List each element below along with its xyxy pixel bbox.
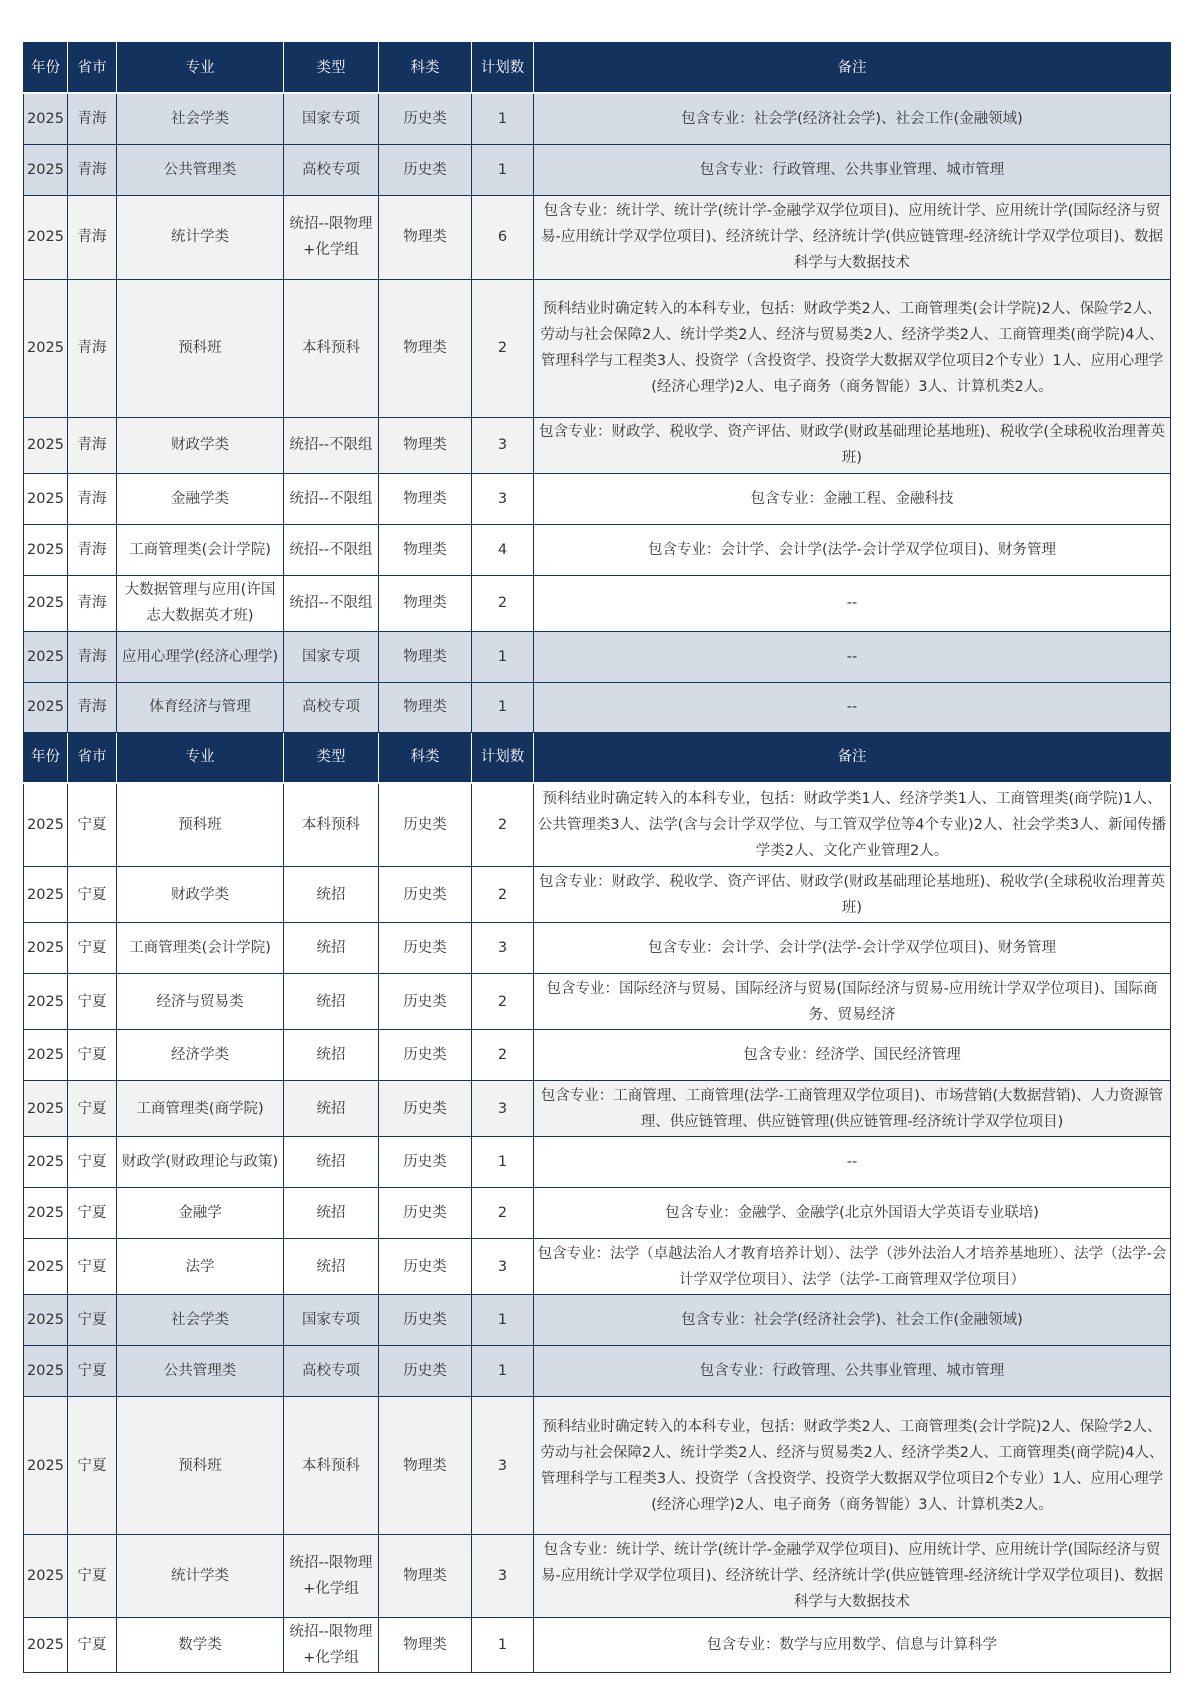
cell-remarks: 包含专业：行政管理、公共事业管理、城市管理 <box>534 144 1171 195</box>
cell-plan-count: 3 <box>472 417 534 473</box>
header-remarks: 备注 <box>534 732 1171 783</box>
cell-year: 2025 <box>24 1239 68 1295</box>
cell-plan-count: 1 <box>472 1346 534 1397</box>
header-year: 年份 <box>24 43 68 94</box>
table-row <box>24 682 1171 732</box>
cell-plan-count: 2 <box>472 279 534 417</box>
cell-province: 宁夏 <box>68 1188 117 1239</box>
cell-type: 统招--不限组 <box>284 524 379 575</box>
cell-type: 国家专项 <box>284 93 379 144</box>
cell-type: 统招--不限组 <box>284 575 379 631</box>
table-header-row <box>24 732 1171 783</box>
cell-remarks: 包含专业：会计学、会计学(法学-会计学双学位项目)、财务管理 <box>534 923 1171 974</box>
table-row <box>24 923 1171 974</box>
cell-plan-count: 2 <box>472 783 534 867</box>
cell-major: 预科班 <box>117 783 284 867</box>
cell-type: 高校专项 <box>284 682 379 732</box>
header-major: 专业 <box>117 732 284 783</box>
table-row <box>24 1137 1171 1188</box>
cell-province: 青海 <box>68 631 117 682</box>
header-type: 类型 <box>284 43 379 94</box>
cell-major: 预科班 <box>117 279 284 417</box>
cell-subject: 历史类 <box>379 1137 472 1188</box>
cell-type: 统招--限物理+化学组 <box>284 1618 379 1673</box>
cell-subject: 历史类 <box>379 1346 472 1397</box>
cell-year: 2025 <box>24 1295 68 1346</box>
cell-plan-count: 2 <box>472 575 534 631</box>
cell-major: 统计学类 <box>117 1535 284 1618</box>
cell-major: 财政学类 <box>117 867 284 923</box>
table-header-row <box>24 43 1171 94</box>
cell-subject: 历史类 <box>379 144 472 195</box>
cell-subject: 历史类 <box>379 974 472 1030</box>
cell-type: 统招 <box>284 1030 379 1081</box>
table-row <box>24 1188 1171 1239</box>
cell-plan-count: 3 <box>472 1397 534 1535</box>
cell-major: 经济与贸易类 <box>117 974 284 1030</box>
cell-type: 高校专项 <box>284 1346 379 1397</box>
cell-remarks: 包含专业：会计学、会计学(法学-会计学双学位项目)、财务管理 <box>534 524 1171 575</box>
cell-year: 2025 <box>24 1346 68 1397</box>
table-row <box>24 1397 1171 1535</box>
cell-subject: 物理类 <box>379 631 472 682</box>
cell-province: 宁夏 <box>68 1397 117 1535</box>
cell-type: 本科预科 <box>284 1397 379 1535</box>
cell-year: 2025 <box>24 974 68 1030</box>
cell-year: 2025 <box>24 783 68 867</box>
cell-major: 法学 <box>117 1239 284 1295</box>
cell-year: 2025 <box>24 575 68 631</box>
cell-type: 统招 <box>284 1239 379 1295</box>
cell-remarks: 包含专业：社会学(经济社会学)、社会工作(金融领域) <box>534 1295 1171 1346</box>
cell-province: 青海 <box>68 575 117 631</box>
cell-province: 宁夏 <box>68 867 117 923</box>
cell-province: 宁夏 <box>68 1030 117 1081</box>
cell-remarks: 预科结业时确定转入的本科专业，包括：财政学类2人、工商管理类(会计学院)2人、保险学2人、劳动与社会保障2人、统计学类2人、经济与贸易类2人、经济学类2人、工商管理类(商学院)4人、管理科学与工程类3人、投资学（含投资学、投资学大数据双学位项目2个专业）1人、应用心理学(经济心理学)2人、电子商务（商务智能）3人、计算机类2人。 <box>534 1397 1171 1535</box>
table-row <box>24 1346 1171 1397</box>
cell-year: 2025 <box>24 417 68 473</box>
cell-remarks: -- <box>534 1137 1171 1188</box>
cell-plan-count: 2 <box>472 974 534 1030</box>
cell-subject: 历史类 <box>379 1188 472 1239</box>
table-row <box>24 473 1171 524</box>
cell-subject: 物理类 <box>379 1618 472 1673</box>
cell-year: 2025 <box>24 1188 68 1239</box>
header-subject: 科类 <box>379 43 472 94</box>
table-row <box>24 1030 1171 1081</box>
cell-province: 宁夏 <box>68 1081 117 1137</box>
cell-subject: 历史类 <box>379 1030 472 1081</box>
table-row <box>24 1239 1171 1295</box>
cell-remarks: 包含专业：数学与应用数学、信息与计算科学 <box>534 1618 1171 1673</box>
cell-province: 青海 <box>68 473 117 524</box>
cell-major: 大数据管理与应用(许国志大数据英才班) <box>117 575 284 631</box>
table-row <box>24 1618 1171 1673</box>
cell-remarks: 预科结业时确定转入的本科专业，包括：财政学类2人、工商管理类(会计学院)2人、保险学2人、劳动与社会保障2人、统计学类2人、经济与贸易类2人、经济学类2人、工商管理类(商学院)4人、管理科学与工程类3人、投资学（含投资学、投资学大数据双学位项目2个专业）1人、应用心理学(经济心理学)2人、电子商务（商务智能）3人、计算机类2人。 <box>534 279 1171 417</box>
cell-subject: 物理类 <box>379 575 472 631</box>
table-row <box>24 417 1171 473</box>
header-year: 年份 <box>24 732 68 783</box>
cell-major: 金融学 <box>117 1188 284 1239</box>
cell-plan-count: 1 <box>472 1618 534 1673</box>
cell-type: 本科预科 <box>284 783 379 867</box>
cell-subject: 历史类 <box>379 1239 472 1295</box>
admission-plan-table <box>23 42 1171 1673</box>
cell-type: 统招 <box>284 974 379 1030</box>
cell-plan-count: 1 <box>472 1137 534 1188</box>
cell-plan-count: 2 <box>472 1030 534 1081</box>
cell-subject: 物理类 <box>379 473 472 524</box>
cell-year: 2025 <box>24 682 68 732</box>
cell-remarks: 包含专业：金融工程、金融科技 <box>534 473 1171 524</box>
cell-year: 2025 <box>24 923 68 974</box>
cell-year: 2025 <box>24 473 68 524</box>
cell-province: 青海 <box>68 417 117 473</box>
cell-subject: 历史类 <box>379 923 472 974</box>
cell-type: 统招 <box>284 867 379 923</box>
header-plan-count: 计划数 <box>472 732 534 783</box>
cell-remarks: 包含专业：国际经济与贸易、国际经济与贸易(国际经济与贸易-应用统计学双学位项目)、国际商务、贸易经济 <box>534 974 1171 1030</box>
cell-subject: 历史类 <box>379 1295 472 1346</box>
cell-type: 国家专项 <box>284 1295 379 1346</box>
cell-remarks: -- <box>534 631 1171 682</box>
cell-province: 青海 <box>68 682 117 732</box>
cell-type: 统招 <box>284 1081 379 1137</box>
cell-major: 工商管理类(会计学院) <box>117 524 284 575</box>
cell-province: 青海 <box>68 93 117 144</box>
cell-type: 统招--限物理+化学组 <box>284 1535 379 1618</box>
table-row <box>24 195 1171 279</box>
cell-major: 经济学类 <box>117 1030 284 1081</box>
table-row <box>24 1295 1171 1346</box>
cell-subject: 物理类 <box>379 195 472 279</box>
cell-major: 体育经济与管理 <box>117 682 284 732</box>
cell-province: 宁夏 <box>68 1239 117 1295</box>
cell-remarks: 包含专业：行政管理、公共事业管理、城市管理 <box>534 1346 1171 1397</box>
cell-plan-count: 2 <box>472 867 534 923</box>
cell-type: 统招 <box>284 923 379 974</box>
header-plan-count: 计划数 <box>472 43 534 94</box>
cell-subject: 历史类 <box>379 867 472 923</box>
cell-plan-count: 1 <box>472 631 534 682</box>
table-row <box>24 783 1171 867</box>
cell-major: 财政学类 <box>117 417 284 473</box>
cell-major: 公共管理类 <box>117 1346 284 1397</box>
cell-province: 宁夏 <box>68 1295 117 1346</box>
cell-major: 社会学类 <box>117 93 284 144</box>
table-row <box>24 524 1171 575</box>
cell-remarks: 包含专业：工商管理、工商管理(法学-工商管理双学位项目)、市场营销(大数据营销)、人力资源管理、供应链管理、供应链管理(供应链管理-经济统计学双学位项目) <box>534 1081 1171 1137</box>
cell-year: 2025 <box>24 279 68 417</box>
cell-province: 青海 <box>68 279 117 417</box>
cell-remarks: 包含专业：经济学、国民经济管理 <box>534 1030 1171 1081</box>
cell-remarks: 包含专业：财政学、税收学、资产评估、财政学(财政基础理论基地班)、税收学(全球税收治理菁英班) <box>534 867 1171 923</box>
cell-remarks: 包含专业：统计学、统计学(统计学-金融学双学位项目)、应用统计学、应用统计学(国际经济与贸易-应用统计学双学位项目)、经济统计学、经济统计学(供应链管理-经济统计学双学位项目)、数据科学与大数据技术 <box>534 195 1171 279</box>
cell-province: 宁夏 <box>68 1535 117 1618</box>
table-row <box>24 867 1171 923</box>
cell-subject: 历史类 <box>379 1081 472 1137</box>
cell-province: 青海 <box>68 144 117 195</box>
cell-subject: 物理类 <box>379 279 472 417</box>
cell-plan-count: 4 <box>472 524 534 575</box>
cell-major: 统计学类 <box>117 195 284 279</box>
cell-type: 统招 <box>284 1188 379 1239</box>
cell-province: 宁夏 <box>68 1618 117 1673</box>
table-row <box>24 1081 1171 1137</box>
cell-year: 2025 <box>24 1618 68 1673</box>
table-row <box>24 93 1171 144</box>
table-row <box>24 279 1171 417</box>
cell-plan-count: 1 <box>472 144 534 195</box>
cell-type: 统招 <box>284 1137 379 1188</box>
cell-type: 统招--不限组 <box>284 473 379 524</box>
cell-province: 宁夏 <box>68 1137 117 1188</box>
cell-province: 宁夏 <box>68 923 117 974</box>
header-subject: 科类 <box>379 732 472 783</box>
cell-year: 2025 <box>24 867 68 923</box>
cell-remarks: -- <box>534 682 1171 732</box>
cell-year: 2025 <box>24 1081 68 1137</box>
cell-remarks: 包含专业：统计学、统计学(统计学-金融学双学位项目)、应用统计学、应用统计学(国际经济与贸易-应用统计学双学位项目)、经济统计学、经济统计学(供应链管理-经济统计学双学位项目)、数据科学与大数据技术 <box>534 1535 1171 1618</box>
cell-province: 青海 <box>68 524 117 575</box>
cell-major: 工商管理类(会计学院) <box>117 923 284 974</box>
cell-plan-count: 3 <box>472 923 534 974</box>
cell-subject: 历史类 <box>379 93 472 144</box>
cell-year: 2025 <box>24 524 68 575</box>
header-remarks: 备注 <box>534 43 1171 94</box>
cell-year: 2025 <box>24 631 68 682</box>
table-row <box>24 144 1171 195</box>
cell-plan-count: 3 <box>472 1239 534 1295</box>
cell-subject: 物理类 <box>379 682 472 732</box>
cell-year: 2025 <box>24 144 68 195</box>
cell-type: 国家专项 <box>284 631 379 682</box>
cell-year: 2025 <box>24 1397 68 1535</box>
cell-major: 工商管理类(商学院) <box>117 1081 284 1137</box>
cell-plan-count: 6 <box>472 195 534 279</box>
cell-year: 2025 <box>24 1030 68 1081</box>
cell-major: 财政学(财政理论与政策) <box>117 1137 284 1188</box>
admission-plan-table-wrapper <box>23 42 1170 1673</box>
cell-province: 宁夏 <box>68 1346 117 1397</box>
cell-subject: 物理类 <box>379 1535 472 1618</box>
table-row <box>24 631 1171 682</box>
cell-type: 统招--限物理+化学组 <box>284 195 379 279</box>
cell-province: 宁夏 <box>68 783 117 867</box>
cell-subject: 物理类 <box>379 524 472 575</box>
cell-plan-count: 3 <box>472 1081 534 1137</box>
cell-subject: 物理类 <box>379 417 472 473</box>
header-major: 专业 <box>117 43 284 94</box>
cell-major: 公共管理类 <box>117 144 284 195</box>
cell-plan-count: 1 <box>472 682 534 732</box>
cell-subject: 历史类 <box>379 783 472 867</box>
cell-year: 2025 <box>24 93 68 144</box>
table-row <box>24 974 1171 1030</box>
header-type: 类型 <box>284 732 379 783</box>
cell-plan-count: 1 <box>472 93 534 144</box>
cell-plan-count: 3 <box>472 1535 534 1618</box>
cell-plan-count: 1 <box>472 1295 534 1346</box>
cell-remarks: 包含专业：社会学(经济社会学)、社会工作(金融领域) <box>534 93 1171 144</box>
cell-remarks: 预科结业时确定转入的本科专业，包括：财政学类1人、经济学类1人、工商管理类(商学院)1人、公共管理类3人、法学(含与会计学双学位、与工管双学位等4个专业)2人、社会学类3人、新闻传播学类2人、文化产业管理2人。 <box>534 783 1171 867</box>
header-province: 省市 <box>68 732 117 783</box>
cell-major: 应用心理学(经济心理学) <box>117 631 284 682</box>
cell-province: 宁夏 <box>68 974 117 1030</box>
cell-major: 数学类 <box>117 1618 284 1673</box>
cell-remarks: 包含专业：法学（卓越法治人才教育培养计划）、法学（涉外法治人才培养基地班）、法学（法学-会计学双学位项目）、法学（法学-工商管理双学位项目） <box>534 1239 1171 1295</box>
cell-plan-count: 3 <box>472 473 534 524</box>
cell-subject: 物理类 <box>379 1397 472 1535</box>
cell-type: 统招--不限组 <box>284 417 379 473</box>
table-row <box>24 575 1171 631</box>
cell-major: 预科班 <box>117 1397 284 1535</box>
cell-plan-count: 2 <box>472 1188 534 1239</box>
cell-remarks: -- <box>534 575 1171 631</box>
cell-type: 本科预科 <box>284 279 379 417</box>
cell-province: 青海 <box>68 195 117 279</box>
cell-year: 2025 <box>24 1535 68 1618</box>
cell-major: 社会学类 <box>117 1295 284 1346</box>
cell-year: 2025 <box>24 195 68 279</box>
header-province: 省市 <box>68 43 117 94</box>
cell-remarks: 包含专业：财政学、税收学、资产评估、财政学(财政基础理论基地班)、税收学(全球税收治理菁英班) <box>534 417 1171 473</box>
cell-remarks: 包含专业：金融学、金融学(北京外国语大学英语专业联培) <box>534 1188 1171 1239</box>
cell-type: 高校专项 <box>284 144 379 195</box>
cell-year: 2025 <box>24 1137 68 1188</box>
cell-major: 金融学类 <box>117 473 284 524</box>
table-row <box>24 1535 1171 1618</box>
